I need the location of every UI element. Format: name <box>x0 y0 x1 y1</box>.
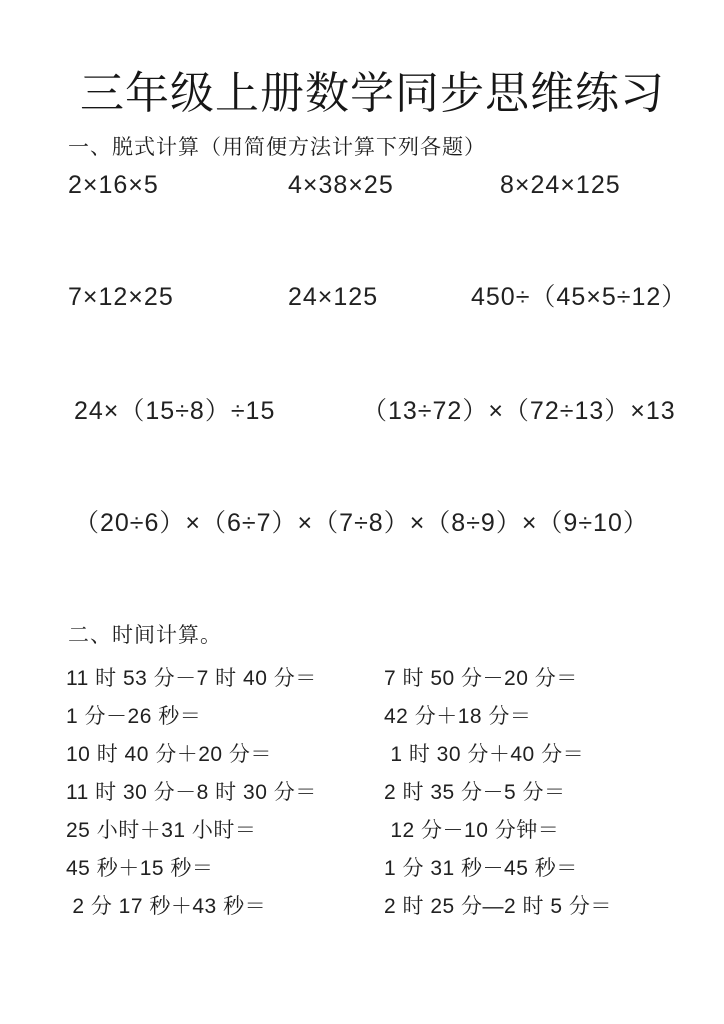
expression: 8×24×125 <box>500 171 621 199</box>
time-problem: 12 分－10 分钟＝ <box>384 819 560 842</box>
expression: 2×16×5 <box>68 171 159 199</box>
section1-heading: 一、脱式计算（用简便方法计算下列各题） <box>68 135 486 159</box>
time-problem: 7 时 50 分－20 分＝ <box>384 667 578 690</box>
time-problems-left-column <box>66 660 317 926</box>
time-problem: 42 分＋18 分＝ <box>384 705 532 728</box>
expression: 4×38×25 <box>288 171 394 199</box>
expression: （13÷72）×（72÷13）×13 <box>362 397 676 425</box>
expression: 24×125 <box>288 283 379 311</box>
expression: 24×（15÷8）÷15 <box>74 397 276 425</box>
time-problem: 1 分－26 秒＝ <box>66 705 202 728</box>
page-title: 三年级上册数学同步思维练习 <box>80 69 665 118</box>
time-problem: 2 时 35 分－5 分＝ <box>384 781 566 804</box>
section2-heading: 二、时间计算。 <box>68 623 222 647</box>
time-problem: 1 分 31 秒－45 秒＝ <box>384 857 578 880</box>
time-problems-right-column <box>384 660 612 926</box>
time-problem: 25 小时＋31 小时＝ <box>66 819 257 842</box>
expression: （20÷6）×（6÷7）×（7÷8）×（8÷9）×（9÷10） <box>74 509 649 537</box>
expression: 7×12×25 <box>68 283 174 311</box>
expression: 450÷（45×5÷12） <box>471 283 688 311</box>
time-problem: 2 时 25 分—2 时 5 分＝ <box>384 895 612 918</box>
time-problem: 11 时 30 分－8 时 30 分＝ <box>66 781 317 804</box>
time-problem: 10 时 40 分＋20 分＝ <box>66 743 272 766</box>
time-problem: 11 时 53 分－7 时 40 分＝ <box>66 667 317 690</box>
time-problem: 2 分 17 秒＋43 秒＝ <box>66 895 267 918</box>
time-problem: 1 时 30 分＋40 分＝ <box>384 743 585 766</box>
time-problem: 45 秒＋15 秒＝ <box>66 857 214 880</box>
